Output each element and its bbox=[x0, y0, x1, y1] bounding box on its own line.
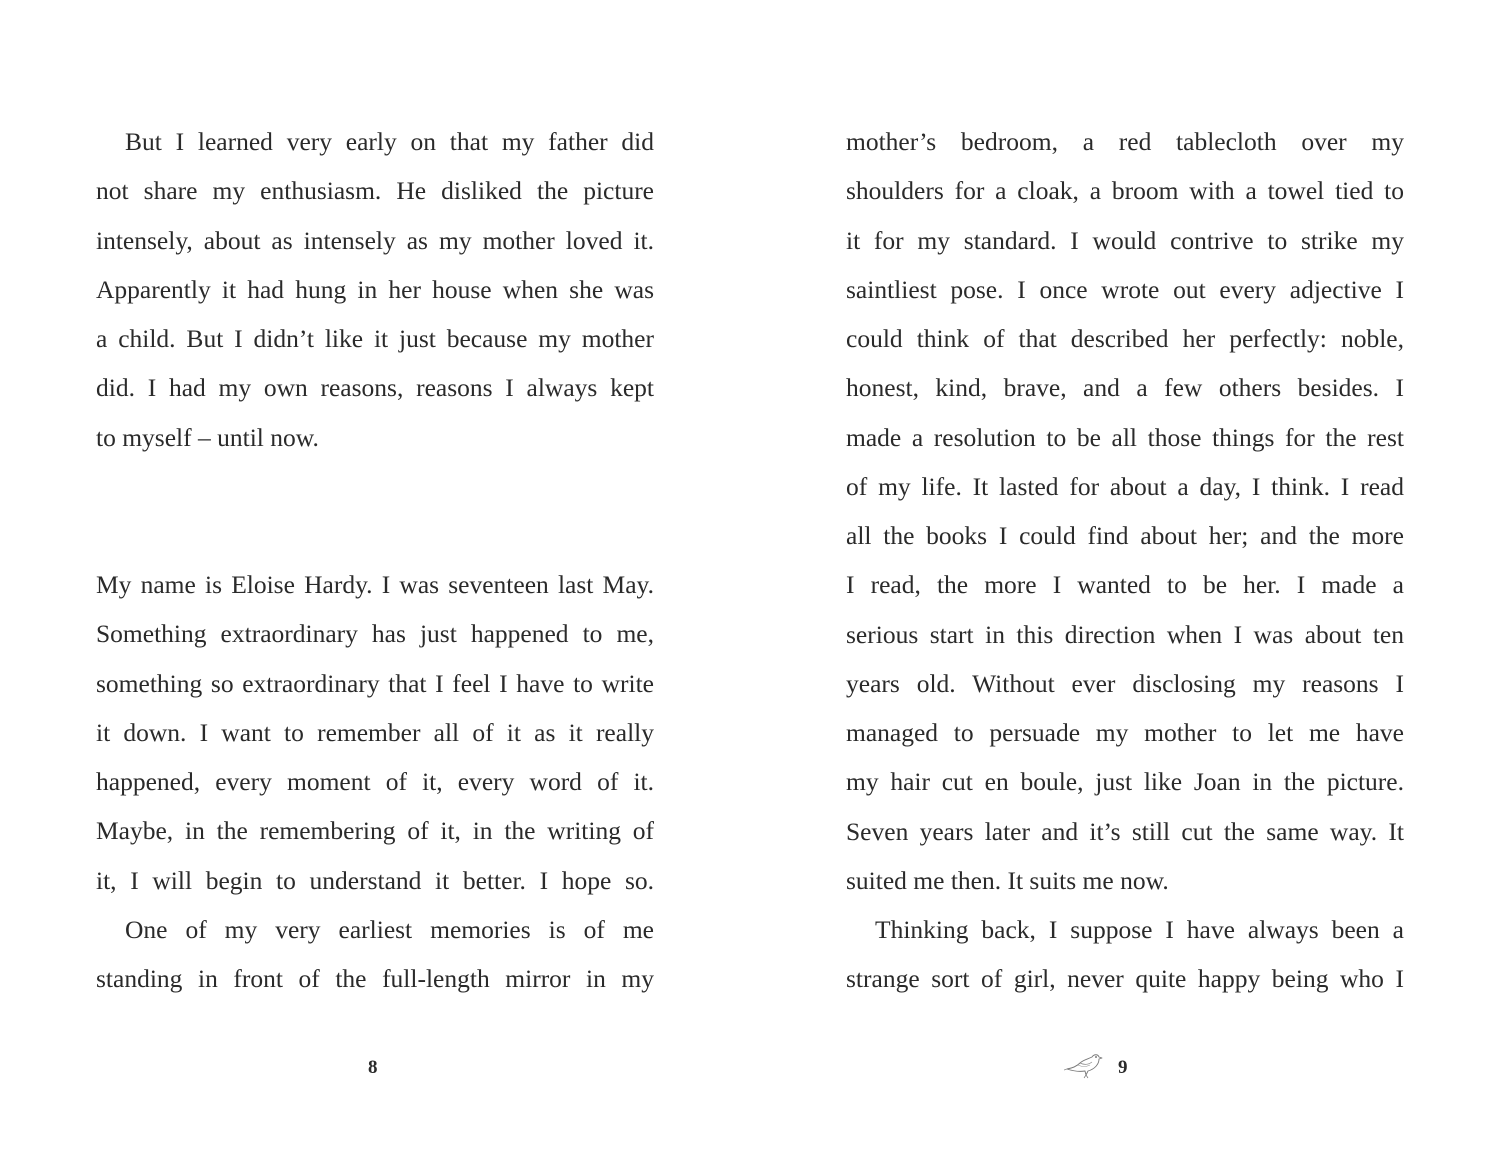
left-paragraph-1 bbox=[96, 117, 654, 462]
text-line: shoulders for a cloak, a broom with a towel tied to bbox=[846, 176, 1404, 206]
text-line: honest, kind, brave, and a few others besides. I bbox=[846, 373, 1404, 403]
text-line: did. I had my own reasons, reasons I always kept bbox=[96, 373, 654, 403]
text-line: something so extraordinary that I feel I have to write bbox=[96, 668, 654, 698]
text-line: My name is Eloise Hardy. I was seventeen last May. bbox=[96, 570, 654, 599]
text-line: managed to persuade my mother to let me have bbox=[846, 718, 1404, 747]
text-line: strange sort of girl, never quite happy being who I bbox=[846, 964, 1404, 994]
text-line: it for my standard. I would contrive to strike my bbox=[846, 225, 1404, 255]
text-line: One of my very earliest memories is of me bbox=[125, 914, 654, 944]
page-number: 9 bbox=[1118, 1057, 1128, 1078]
text-line: Maybe, in the remembering of it, in the writing of bbox=[96, 816, 654, 846]
text-line: Thinking back, I suppose I have always been a bbox=[875, 915, 1404, 944]
text-line: could think of that described her perfectly: noble, bbox=[846, 324, 1404, 353]
text-line: all the books I could find about her; and the more bbox=[846, 521, 1404, 550]
text-line: not share my enthusiasm. He disliked the picture bbox=[96, 176, 654, 206]
text-line: it, I will begin to understand it better. I hope so. bbox=[96, 865, 654, 895]
text-line: Apparently it had hung in her house when she was bbox=[96, 274, 654, 304]
text-line: Seven years later and it’s still cut the same way. It bbox=[846, 816, 1404, 846]
text-line: years old. Without ever disclosing my reasons I bbox=[846, 668, 1404, 698]
text-line: I read, the more I wanted to be her. I made a bbox=[846, 570, 1404, 600]
text-line: Something extraordinary has just happened to me, bbox=[96, 619, 654, 649]
text-line: serious start in this direction when I was about ten bbox=[846, 619, 1404, 649]
right-page bbox=[750, 0, 1500, 1151]
right-paragraph bbox=[846, 117, 1404, 1004]
text-line: a child. But I didn’t like it just because my mother bbox=[96, 324, 654, 353]
text-line: suited me then. It suits me now. bbox=[846, 865, 1169, 895]
left-paragraph-2 bbox=[96, 560, 654, 1003]
text-line: my hair cut en boule, just like Joan in the picture. bbox=[846, 767, 1404, 797]
text-line: mother’s bedroom, a red tablecloth over my bbox=[846, 127, 1404, 156]
text-line: made a resolution to be all those things for the rest bbox=[846, 422, 1404, 452]
page-number: 8 bbox=[368, 1057, 378, 1078]
text-line: standing in front of the full-length mirror in my bbox=[96, 964, 654, 993]
text-line: of my life. It lasted for about a day, I think. I read bbox=[846, 471, 1404, 501]
text-line: to myself – until now. bbox=[96, 422, 319, 452]
text-line: intensely, about as intensely as my mother loved it. bbox=[96, 225, 654, 255]
text-line: But I learned very early on that my father did bbox=[125, 127, 654, 156]
text-line: it down. I want to remember all of it as it really bbox=[96, 717, 654, 747]
text-line: saintliest pose. I once wrote out every adjective I bbox=[846, 274, 1404, 304]
bird-icon bbox=[1064, 1048, 1104, 1080]
text-line: happened, every moment of it, every word of it. bbox=[96, 767, 654, 796]
